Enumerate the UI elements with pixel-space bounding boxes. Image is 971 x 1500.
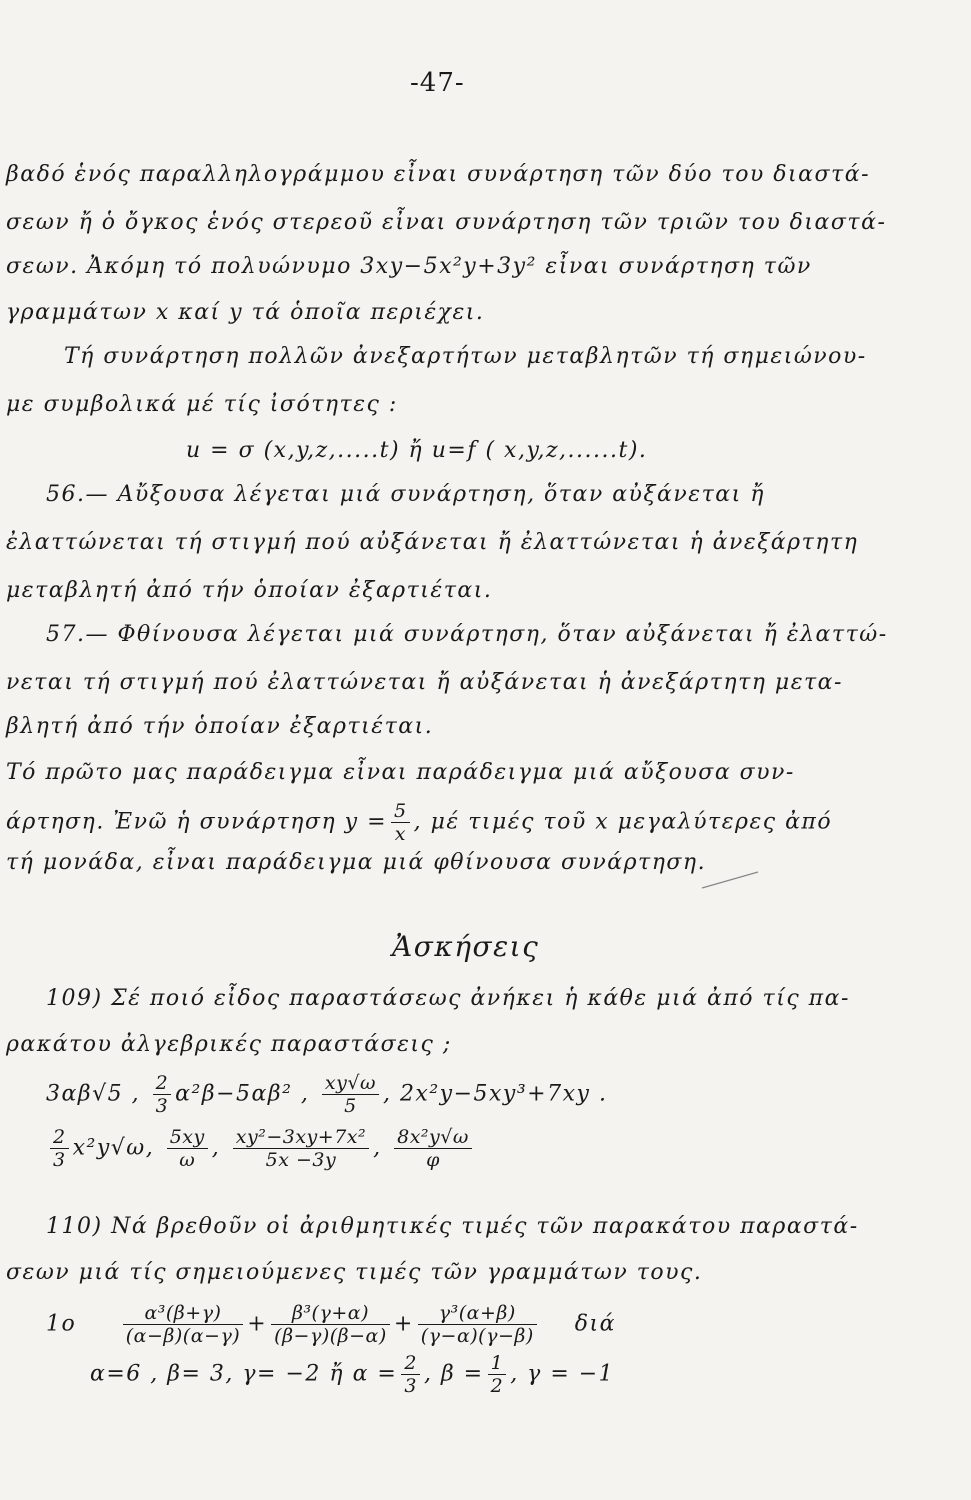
values-part-2: , β = — [423, 1361, 484, 1387]
fraction-numerator: β³(γ+α) — [271, 1302, 390, 1325]
fraction-5-over-x — [391, 800, 410, 845]
fraction-numerator: 2 — [153, 1072, 172, 1095]
text-line-20: σεων μιά τίς σημειούμενες τιμές τῶν γραμμάτων τους. — [6, 1260, 703, 1285]
text-line-4: γραμμάτων x καί y τά ὁποῖα περιέχει. — [6, 300, 485, 325]
expr-a2b: α²β−5αβ² , — [175, 1081, 310, 1107]
text-line-15 — [6, 800, 832, 845]
fraction-denominator: 3 — [53, 1149, 66, 1171]
formula-u: u = σ (x,y,z,.....t) ἤ u=f ( x,y,z,......t). — [186, 438, 648, 463]
fraction-1-2 — [488, 1352, 507, 1397]
fraction-term-c — [418, 1302, 537, 1347]
text-dia: διά — [574, 1311, 616, 1337]
fraction-denominator: (γ−α)(γ−β) — [420, 1325, 534, 1347]
text-line-2: σεων ἤ ὁ ὄγκος ἑνός στερεοῦ εἶναι συνάρτηση τῶν τριῶν του διαστά- — [6, 210, 887, 235]
fraction-term-a — [123, 1302, 244, 1347]
page-number: -47- — [410, 68, 465, 98]
fraction-numerator: 5 — [391, 800, 410, 823]
formula-row-1: 1ο $\frac{\text{α³(β+γ)}}{(\alpha-\beta)(\alpha-\gamma)}$ + $\frac{\text{β³(γ+α)}}{(\beta-\gamma)(\beta-\alpha)}$ + $\frac{\text{γ³(α+β)}}{(\gamma-\alpha)(\gamma-\beta)}$ διά — [46, 1302, 616, 1347]
definition-57: 57.— Φθίνουσα λέγεται μιά συνάρτηση, ὅταν αὐξάνεται ἤ ἐλαττώ- — [46, 622, 888, 647]
fraction-5xy-w — [167, 1126, 208, 1171]
text-line-1: βαδό ἑνός παραλληλογράμμου εἶναι συνάρτηση τῶν δύο του διαστά- — [6, 162, 871, 187]
text-line-15-start: άρτηση. Ἐνῶ ἡ συνάρτηση y = — [6, 809, 388, 835]
text-line-3: σεων. Ἀκόμη τό πολυώνυμο 3xy−5x²y+3y² εἶναι συνάρτηση τῶν — [6, 254, 812, 279]
text-line-5: Τή συνάρτηση πολλῶν ἀνεξαρτήτων μεταβλητῶν τή σημειώνου- — [64, 344, 867, 369]
fraction-poly-over-5x-3y — [233, 1126, 369, 1171]
fraction-8x2yvw-phi — [394, 1126, 472, 1171]
fraction-numerator: xy²−3xy+7x² — [233, 1126, 369, 1149]
fraction-denominator: φ — [426, 1149, 440, 1171]
fraction-term-b — [271, 1302, 390, 1347]
item-label: 1ο — [46, 1311, 77, 1337]
fraction-numerator: γ³(α+β) — [418, 1302, 537, 1325]
fraction-2-3-c — [401, 1352, 420, 1397]
values-row — [90, 1352, 614, 1397]
fraction-numerator: 8x²y√ω — [394, 1126, 472, 1149]
fraction-denominator: 3 — [155, 1095, 169, 1117]
fraction-2-3-b — [50, 1126, 69, 1171]
comma: , — [211, 1135, 221, 1161]
text-line-12: νεται τή στιγμή πού ἐλαττώνεται ἤ αὐξάνεται ἡ ἀνεξάρτητη μετα- — [6, 670, 843, 695]
expressions-row-2 — [46, 1126, 476, 1171]
exercise-110: 110) Νά βρεθοῦν οἱ ἀριθμητικές τιμές τῶν παρακάτου παραστά- — [46, 1214, 859, 1239]
text-line-14: Τό πρῶτο μας παράδειγμα εἶναι παράδειγμα μιά αὔξουσα συν- — [6, 760, 795, 785]
fraction-denominator: 3 — [404, 1375, 417, 1397]
fraction-numerator: α³(β+γ) — [123, 1302, 244, 1325]
exercise-109: 109) Σέ ποιό εἶδος παραστάσεως ἀνήκει ἡ κάθε μιά ἀπό τίς πα- — [46, 986, 850, 1011]
fraction-denominator: ω — [179, 1149, 196, 1171]
fraction-denominator: (β−γ)(β−α) — [274, 1325, 387, 1347]
fraction-numerator: 2 — [50, 1126, 69, 1149]
fraction-numerator: 1 — [488, 1352, 507, 1375]
expressions-row-1 — [46, 1072, 607, 1117]
fraction-denominator: 2 — [490, 1375, 504, 1397]
text-line-13: βλητή ἀπό τήν ὁποίαν ἐξαρτιέται. — [6, 714, 434, 739]
fraction-denominator: 5 — [344, 1095, 357, 1117]
fraction-numerator: 5xy — [167, 1126, 208, 1149]
fraction-2-3 — [153, 1072, 172, 1117]
fraction-xyvw-5 — [322, 1072, 379, 1117]
fraction-denominator: (α−β)(α−γ) — [125, 1325, 241, 1347]
text-line-6: με συμβολικά μέ τίς ἰσότητες : — [6, 392, 398, 417]
fraction-denominator: 5x −3y — [265, 1149, 337, 1171]
expr-3abv5: 3αβ√5 , — [46, 1081, 141, 1107]
expr-x2yvw: x²y√ω, — [72, 1135, 155, 1161]
values-part-3: , γ = −1 — [510, 1361, 615, 1387]
values-part-1: α=6 , β= 3, γ= −2 ἤ α = — [90, 1361, 398, 1387]
fraction-numerator: 2 — [401, 1352, 420, 1375]
fraction-denominator: x — [394, 823, 406, 845]
definition-56: 56.— Αὔξουσα λέγεται μιά συνάρτηση, ὅταν αὐξάνεται ἤ — [46, 482, 765, 507]
text-line-10: μεταβλητή ἀπό τήν ὁποίαν ἐξαρτιέται. — [6, 578, 493, 603]
text-line-16: τή μονάδα, εἶναι παράδειγμα μιά φθίνουσα συνάρτηση. — [6, 850, 707, 875]
fraction-numerator: xy√ω — [322, 1072, 379, 1095]
text-line-18: ρακάτου ἀλγεβρικές παραστάσεις ; — [6, 1032, 452, 1057]
pen-check-mark — [700, 868, 760, 892]
comma: , — [373, 1135, 382, 1161]
text-line-15-end: , μέ τιμές τοῦ x μεγαλύτερες ἀπό — [413, 809, 833, 835]
expr-polynomial: , 2x²y−5xy³+7xy . — [382, 1081, 608, 1107]
section-heading: Ἀσκήσεις — [392, 930, 540, 963]
text-line-9: ἐλαττώνεται τή στιγμή πού αὐξάνεται ἤ ἐλαττώνεται ἡ ἀνεξάρτητη — [6, 530, 859, 555]
